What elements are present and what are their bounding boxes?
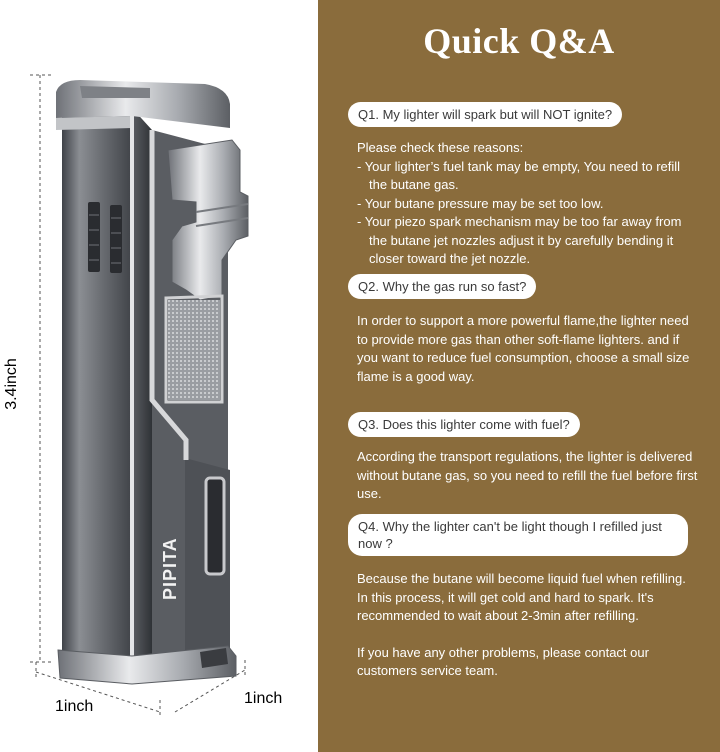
answer-4-text: Because the butane will become liquid fuel when refilling. In this process, it will get cold and hard to spark. It's recommended to wait about 2-3min after refilling. bbox=[357, 571, 686, 623]
brand-logo: PIPITA bbox=[160, 537, 180, 600]
fuel-window bbox=[206, 478, 224, 574]
product-image-panel bbox=[0, 0, 318, 752]
question-2: Q2. Why the gas run so fast? bbox=[348, 274, 536, 299]
question-3: Q3. Does this lighter come with fuel? bbox=[348, 412, 580, 437]
lighter-illustration bbox=[0, 0, 318, 752]
answer-3: According the transport regulations, the lighter is delivered without butane gas, so you need to refill the fuel before first use. bbox=[357, 449, 698, 501]
answer-1-reason: - Your piezo spark mechanism may be too far away from the butane jet nozzles adjust it by carefully bending it closer toward the jet nozzle. bbox=[357, 214, 682, 266]
answer-1-reason: - Your butane pressure may be set too low. bbox=[357, 195, 604, 211]
knurled-grip bbox=[168, 300, 220, 400]
answer-1-intro: Please check these reasons: bbox=[357, 140, 524, 155]
answer-1-reason: - Your lighter’s fuel tank may be empty, You need to refill the butane gas. bbox=[357, 158, 681, 192]
height-label: 3.4inch bbox=[2, 358, 20, 410]
width-label: 1inch bbox=[55, 698, 94, 715]
page-title: Quick Q&A bbox=[423, 21, 615, 61]
answer-2: In order to support a more powerful flame,the lighter need to provide more gas than other soft-flame lighters. and if you want to reduce fuel consumption, choose a small size flame is a good way. bbox=[357, 313, 690, 384]
depth-label: 1inch bbox=[244, 690, 283, 707]
answer-4 bbox=[357, 570, 699, 681]
question-4: Q4. Why the lighter can't be light though I refilled just now ? bbox=[348, 514, 688, 556]
lighter-body bbox=[62, 108, 132, 662]
question-1: Q1. My lighter will spark but will NOT ignite? bbox=[348, 102, 622, 127]
qa-panel bbox=[318, 0, 720, 752]
answer-1 bbox=[357, 139, 699, 269]
height-dimension-line bbox=[30, 75, 52, 662]
closing-text: If you have any other problems, please contact our customers service team. bbox=[357, 644, 649, 678]
